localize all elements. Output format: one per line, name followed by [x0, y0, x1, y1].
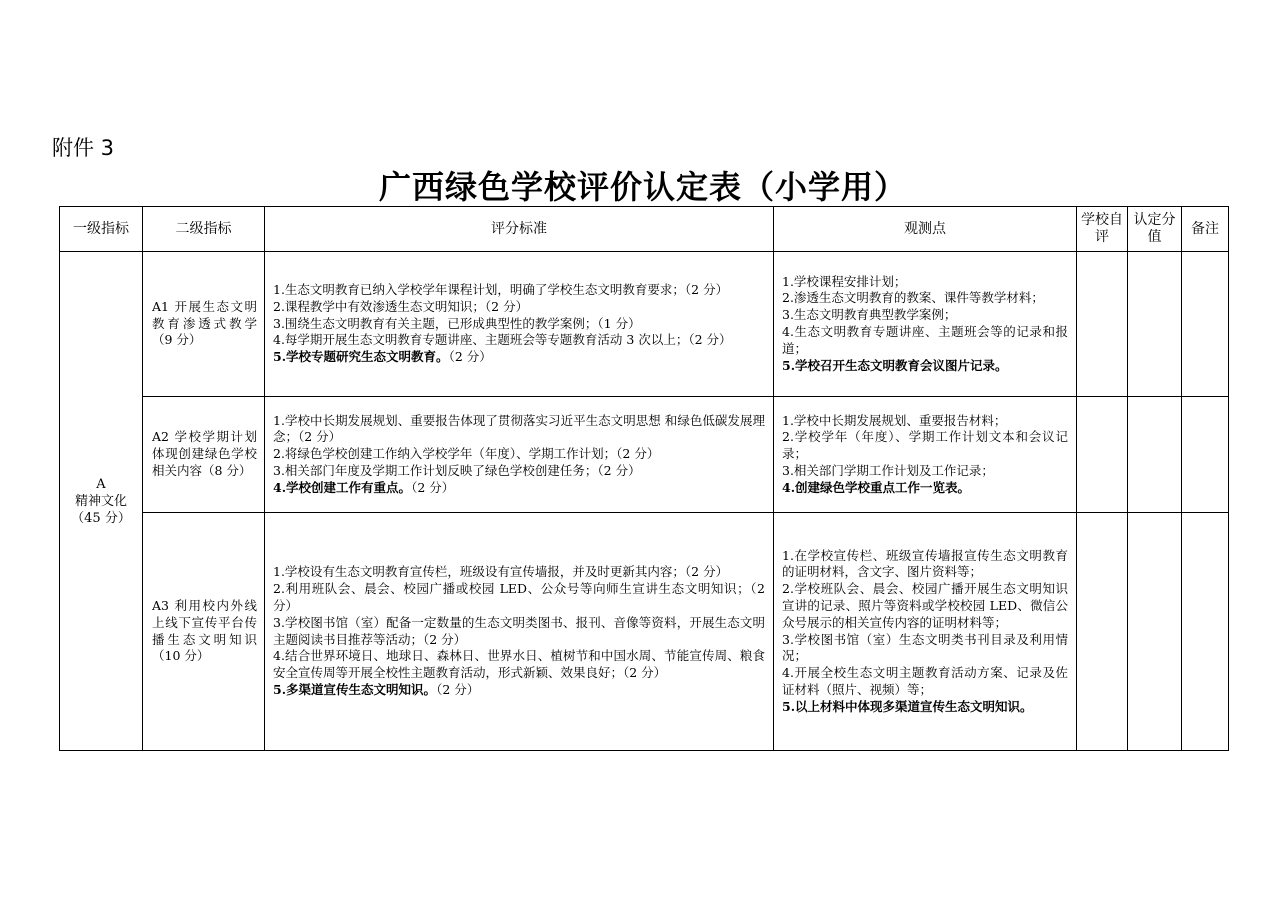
observation-item: 2.学校学年（年度）、学期工作计划文本和会议记录；: [782, 429, 1068, 462]
evaluation-table: [59, 206, 1229, 751]
criteria-item: 1.学校中长期发展规划、重要报告体现了贯彻落实习近平生态文明思想 和绿色低碳发展理念；（2 分）: [273, 412, 765, 445]
self-eval-cell[interactable]: [1077, 513, 1128, 751]
criteria-item: 4.结合世界环境日、地球日、森林日、世界水日、植树节和中国水周、节能宣传周、粮食安全宣传周等开展全校性主题教育活动，形式新颖、效果良好；（2 分）: [273, 648, 765, 681]
header-confirmed: 认定分值: [1128, 207, 1182, 252]
table-row: [60, 397, 1229, 513]
observation-item: 4.创建绿色学校重点工作一览表。: [782, 479, 971, 495]
observation-item: 1.在学校宣传栏、班级宣传墙报宣传生态文明教育的证明材料，含文字、图片资料等；: [782, 547, 1068, 580]
category-cell: [60, 252, 143, 751]
observation-cell: [774, 513, 1077, 751]
indicator-cell: A2 学校学期计划体现创建绿色学校相关内容（8 分）: [143, 397, 265, 513]
observation-item: 1.学校课程安排计划；: [782, 273, 907, 289]
observation-item: 3.学校图书馆（室）生态文明类书刊目录及利用情况；: [782, 631, 1068, 664]
remarks-cell[interactable]: [1182, 252, 1229, 397]
header-level2: 二级指标: [143, 207, 265, 252]
criteria-cell: [265, 397, 774, 513]
indicator-cell: A3 利用校内外线上线下宣传平台传播生态文明知识（10 分）: [143, 513, 265, 751]
remarks-cell[interactable]: [1182, 397, 1229, 513]
category-score: （45 分）: [71, 510, 131, 526]
observation-item: 5.以上材料中体现多渠道宣传生态文明知识。: [782, 698, 1033, 714]
header-criteria: 评分标准: [265, 207, 774, 252]
table-row: [60, 513, 1229, 751]
confirmed-score-cell[interactable]: [1128, 513, 1182, 751]
self-eval-cell[interactable]: [1077, 397, 1128, 513]
criteria-item: 2.将绿色学校创建工作纳入学校学年（年度）、学期工作计划；（2 分）: [273, 446, 660, 462]
header-self-eval: 学校自评: [1077, 207, 1128, 252]
criteria-item: 1.生态文明教育已纳入学校学年课程计划，明确了学校生态文明教育要求；（2 分）: [273, 282, 729, 297]
header-remarks: 备注: [1182, 207, 1229, 252]
criteria-bold-score: （2 分）: [436, 681, 480, 697]
attachment-label: 附件 3: [52, 136, 115, 160]
observation-item: 4.开展全校生态文明主题教育活动方案、记录及佐证材料（照片、视频）等；: [782, 665, 1068, 697]
observation-item: 4.生态文明教育专题讲座、主题班会等的记录和报道；: [782, 324, 1068, 356]
remarks-cell[interactable]: [1182, 513, 1229, 751]
criteria-bold: 5.多渠道宣传生态文明知识。: [273, 681, 437, 697]
criteria-item: 4.每学期开展生态文明教育专题讲座、主题班会等专题教育活动 3 次以上；（2 分）: [273, 332, 732, 348]
criteria-bold: 4.学校创建工作有重点。: [273, 479, 412, 495]
header-observation: 观测点: [774, 207, 1077, 252]
header-level1: 一级指标: [60, 207, 143, 252]
table-row: [60, 252, 1229, 397]
criteria-bold: 5.学校专题研究生态文明教育。: [273, 349, 449, 365]
observation-item: 2.学校班队会、晨会、校园广播开展生态文明知识宣讲的记录、照片等资料或学校校园 LED、微信公众号展示的相关宣传内容的证明材料等；: [782, 581, 1068, 630]
criteria-item: [273, 480, 765, 497]
criteria-item: 3.相关部门年度及学期工作计划反映了绿色学校创建任务；（2 分）: [273, 462, 641, 478]
criteria-item: 2.课程教学中有效渗透生态文明知识；（2 分）: [273, 298, 529, 314]
observation-item: 5.学校召开生态文明教育会议图片记录。: [782, 357, 1008, 373]
criteria-item: 1.学校设有生态文明教育宣传栏，班级设有宣传墙报，并及时更新其内容；（2 分）: [273, 564, 729, 580]
observation-item: 3.生态文明教育典型教学案例；: [782, 307, 957, 323]
category-name: 精神文化: [74, 493, 127, 509]
confirmed-score-cell[interactable]: [1128, 397, 1182, 513]
indicator-cell: A1 开展生态文明教育渗透式教学（9 分）: [143, 252, 265, 397]
observation-cell: [774, 397, 1077, 513]
observation-cell: [774, 252, 1077, 397]
criteria-item: [273, 349, 765, 366]
category-code: A: [96, 476, 106, 492]
header-row: [60, 207, 1229, 252]
criteria-bold-score: （2 分）: [448, 349, 492, 365]
criteria-item: 2.利用班队会、晨会、校园广播或校园 LED、公众号等向师生宣讲生态文明知识；（2 分）: [273, 581, 765, 613]
criteria-item: 3.学校图书馆（室）配备一定数量的生态文明类图书、报刊、音像等资料，开展生态文明主题阅读书目推荐等活动；（2 分）: [273, 614, 765, 647]
self-eval-cell[interactable]: [1077, 252, 1128, 397]
criteria-cell: [265, 513, 774, 751]
observation-item: 3.相关部门学期工作计划及工作记录；: [782, 462, 994, 478]
criteria-item: [273, 682, 765, 699]
criteria-cell: [265, 252, 774, 397]
confirmed-score-cell[interactable]: [1128, 252, 1182, 397]
observation-item: 1.学校中长期发展规划、重要报告材料；: [782, 412, 1007, 428]
criteria-item: 3.围绕生态文明教育有关主题，已形成典型性的教学案例；（1 分）: [273, 315, 641, 331]
observation-item: 2.渗透生态文明教育的教案、课件等教学材料；: [782, 290, 1044, 306]
page-title: 广西绿色学校评价认定表（小学用）: [378, 168, 907, 206]
criteria-bold-score: （2 分）: [411, 479, 455, 495]
